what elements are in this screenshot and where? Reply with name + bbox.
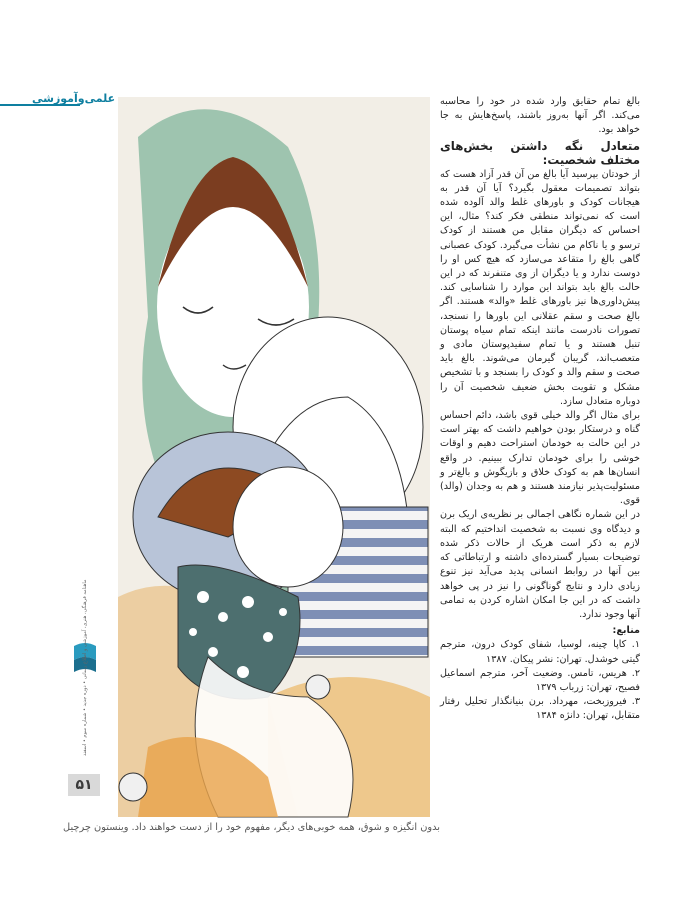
reference-item: ۱. کاپا چینه، لوسیا، شفای کودک درون، مترجم گیتی خوشدل. تهران: نشر پیکان. ۱۳۸۷ (440, 639, 640, 665)
references-list (440, 638, 640, 723)
spine-text (82, 670, 88, 756)
spine-meta (62, 678, 106, 760)
quote-caption: بدون انگیزه و شوق، همه خوبی‌های دیگر، مفهوم خود را از دست خواهند داد. وینستون چرچیل (63, 822, 440, 833)
magazine-spine (62, 640, 106, 800)
reference-item: ۲. هریس، تامس. وضعیت آخر، مترجم اسماعیل فصیح، تهران: زرباب ۱۳۷۹ (440, 667, 640, 693)
page-number: ۵۱ (68, 774, 100, 796)
section-label: علمی‌و‌آموزشی (32, 92, 116, 105)
article-paragraph: در این شماره نگاهی اجمالی بر نظریه‌ی اریک برن و دیدگاه وی نسبت به شخصیت انداختیم که البته لازم به ذکر است هریک از حالات ذکر شده توضیحات بسیار گسترده‌ای داشته و ارتباطاتی که بین آنها در روابط انسانی پدید می‌آید نیز تنوع زیادی دارد و نتایج گوناگونی را نیز در پی خواهد داشت که در این جا امکان اشاره کردن به تمامی آنها وجود ندارد. (440, 509, 640, 620)
article-intro: بالغ تمام حقایق وارد شده در خود را محاسبه می‌کند. اگر آنها به‌روز باشند، پاسخ‌هایش به جا خواهد بود. (440, 96, 640, 136)
article-paragraph: برای مثال اگر والد خیلی قوی باشد، دائم احساس گناه و درستکار بودن خواهیم داشت که بهتر است در این حالت به خودمان استراحت دهیم و اوقات خوشی را برای خودمان تدارک ببینیم. در واقع انسان‌ها هم به کودک خلاق و بازیگوش و بالغ‌تر و مسئولیت‌پذیر نیازمند هستند و هم به وجدان (والد) قوی. (440, 410, 640, 507)
section-header (0, 92, 118, 111)
article-heading: متعادل نگه داشتن بخش‌های مختلف شخصیت: (440, 138, 640, 167)
article-paragraph: از خودتان بپرسید آیا بالغ من آن قدر آزاد هست که بتواند تصمیمات معقول بگیرد؟ آیا آن قدر به هیجانات کودک و باورهای غلط والد آلوده شده است که نمی‌تواند منطقی فکر کند؟ مثال، این احساس که دیگران مقابل من هستند از کودک ترسو و یا ناکام من نشأت می‌گیرد. کودک عصبانی گاهی بالغ را متقاعد می‌سازد که هیچ کس او را دوست ندارد و یا دیگران از وی متنفرند که در این حالت بالغ باید بتواند این موارد را شناسایی کند. پیش‌داوری‌ها نیز باورهای غلط «والد» هستند. اگر بالغ صحت و سقم عقلانی این باورها را نسنجد، تصورات نادرست مانند اینکه تمام سیاه پوستان تنبل هستند و یا تمام سفیدپوستان مادی و متعصب‌اند، گریبان گیرمان می‌شوند. بالغ باید صحت و سقم والد و کودک را بسنجد و با تشخیص مشکل و تقویت بخش ضعیف شخصیت آن را دوباره متعادل سازد. (440, 168, 640, 407)
article-column (440, 95, 640, 815)
watercolor-illustration (118, 97, 430, 817)
references-title: منابع: (612, 625, 640, 637)
illustration-artwork (118, 97, 430, 817)
reference-item: ۳. فیروزبخت، مهرداد. برن بنیانگذار تحلیل رفتار متقابل، تهران: دانژه ۱۳۸۴ (440, 696, 640, 722)
